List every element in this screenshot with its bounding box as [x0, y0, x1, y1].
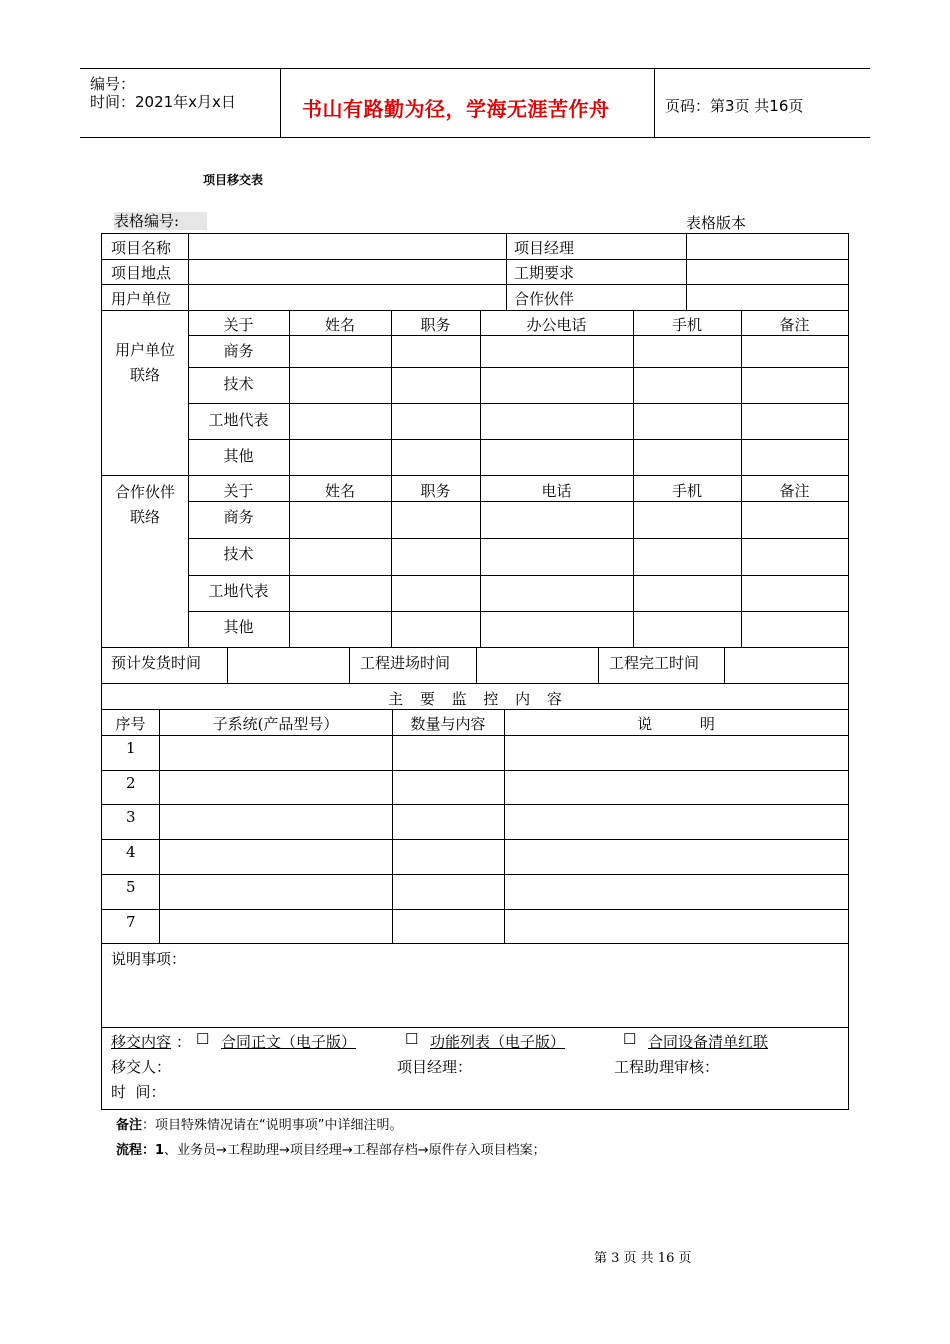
partner-header-mobile: 手机 — [671, 482, 702, 500]
partner-header-about: 关于 — [223, 482, 254, 500]
partner-row-other: 其他 — [223, 618, 254, 636]
transferor-label: 移交人： — [111, 1058, 172, 1076]
handover-item-function-list: 功能列表（电子版） — [430, 1033, 566, 1051]
handover-colon: ： — [176, 1033, 192, 1051]
page-header — [80, 68, 870, 138]
project-location-label: 项目地点 — [111, 264, 172, 282]
handover-item-contract-text: 合同正文（电子版） — [221, 1033, 357, 1051]
handover-item-equipment-list: 合同设备清单红联 — [648, 1033, 769, 1051]
monitor-row-number: 1 — [126, 739, 136, 757]
notes-label: 说明事项： — [111, 950, 187, 968]
partner-contacts-group-line1: 合作伙伴 — [114, 483, 175, 501]
partner-row-site-rep: 工地代表 — [208, 582, 269, 600]
user-contacts-group-line2: 联络 — [129, 366, 160, 384]
partner-header-title: 职务 — [420, 482, 451, 500]
monitor-row-number: 3 — [126, 808, 136, 826]
form-version-label: 表格版本 — [686, 214, 747, 232]
checkbox-equipment-list[interactable]: ☐ — [623, 1030, 637, 1048]
ship-date-label: 预计发货时间 — [111, 654, 202, 672]
flow-bold: 流程：1 — [116, 1143, 165, 1158]
user-header-about: 关于 — [223, 316, 254, 334]
partner-row-technical: 技术 — [223, 545, 254, 563]
partner-label: 合作伙伴 — [514, 290, 575, 308]
user-header-notes: 备注 — [779, 316, 810, 334]
monitor-header-quantity: 数量与内容 — [410, 715, 486, 733]
form-title: 项目移交表 — [203, 173, 264, 187]
monitor-header-description: 说 明 — [637, 715, 715, 733]
flow-text: 、业务员→工程助理→项目经理→工程部存档→原件存入项目档案； — [164, 1143, 546, 1158]
complete-date-label: 工程完工时间 — [609, 654, 700, 672]
user-row-technical: 技术 — [223, 375, 254, 393]
remark-text: ：项目特殊情况请在“说明事项”中详细注明。 — [142, 1118, 403, 1133]
user-row-business: 商务 — [223, 342, 254, 360]
user-row-other: 其他 — [223, 447, 254, 465]
user-header-title: 职务 — [420, 316, 451, 334]
handover-content-label: 移交内容 — [111, 1033, 172, 1051]
number-label: 编号： — [90, 75, 136, 93]
header-divider — [654, 69, 655, 137]
pm-signoff-label: 项目经理： — [397, 1058, 473, 1076]
remark-line — [116, 1114, 403, 1133]
handover-table — [101, 233, 849, 1110]
page-indicator: 页码：第3页 共16页 — [665, 97, 804, 115]
flow-line — [116, 1139, 546, 1158]
monitor-row-number: 7 — [126, 913, 136, 931]
remark-bold: 备注 — [116, 1118, 143, 1133]
entry-date-label: 工程进场时间 — [360, 654, 451, 672]
partner-contacts-group-line2: 联络 — [129, 508, 160, 526]
monitor-title: 主 要 监 控 内 容 — [388, 690, 562, 708]
partner-header-phone: 电话 — [541, 482, 572, 500]
user-contacts-group-line1: 用户单位 — [114, 341, 175, 359]
checkbox-function-list[interactable]: ☐ — [405, 1030, 419, 1048]
user-header-mobile: 手机 — [671, 316, 702, 334]
user-header-name: 姓名 — [324, 316, 355, 334]
partner-header-notes: 备注 — [779, 482, 810, 500]
schedule-label: 工期要求 — [514, 264, 575, 282]
user-row-site-rep: 工地代表 — [208, 411, 269, 429]
user-header-office-phone: 办公电话 — [526, 316, 587, 334]
project-name-label: 项目名称 — [111, 239, 172, 257]
checkbox-contract-text[interactable]: ☐ — [196, 1030, 210, 1048]
header-motto: 书山有路勤为径，学海无涯苦作舟 — [302, 97, 610, 121]
monitor-header-subsystem: 子系统(产品型号） — [212, 715, 339, 733]
monitor-header-seq: 序号 — [115, 715, 146, 733]
user-unit-label: 用户单位 — [111, 290, 172, 308]
handover-time-label: 时 间： — [111, 1083, 166, 1101]
assistant-review-label: 工程助理审核： — [614, 1058, 720, 1076]
monitor-row-number: 2 — [126, 774, 136, 792]
project-manager-label: 项目经理 — [514, 239, 575, 257]
monitor-row-number: 5 — [126, 878, 136, 896]
partner-row-business: 商务 — [223, 508, 254, 526]
time-label: 时间：2021年x月x日 — [90, 93, 236, 111]
page-footer: 第 3 页 共 16 页 — [594, 1251, 692, 1266]
partner-header-name: 姓名 — [324, 482, 355, 500]
form-number-label: 表格编号: — [114, 212, 207, 230]
monitor-row-number: 4 — [126, 843, 136, 861]
header-left-cell — [80, 69, 281, 137]
